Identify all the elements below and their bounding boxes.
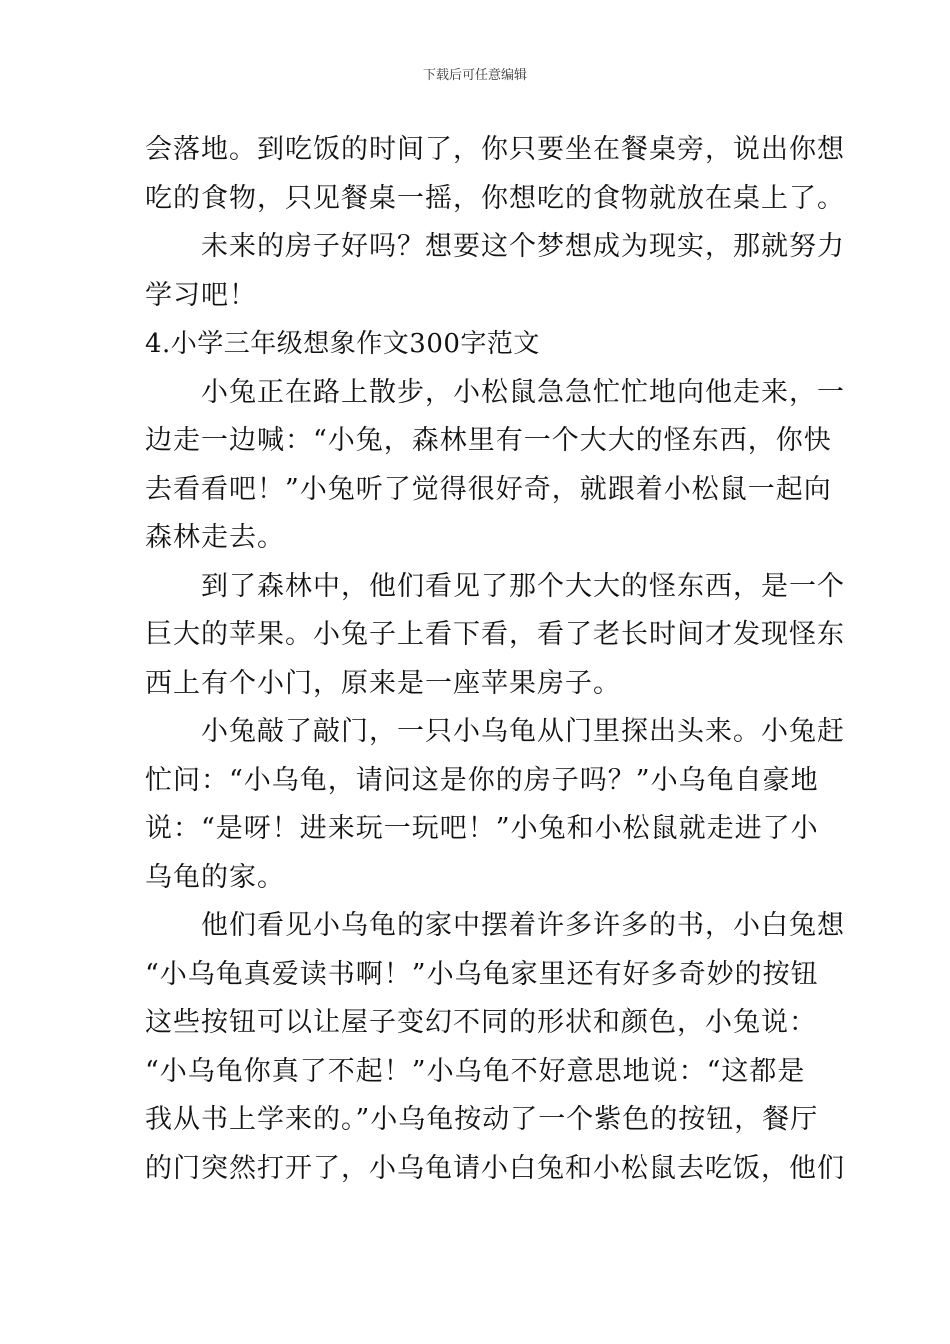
text-line: 西上有个小门，原来是一座苹果房子。	[145, 667, 621, 699]
text-line: 我从书上学来的。”小乌龟按动了一个紫色的按钮，餐厅	[145, 1104, 819, 1135]
paragraph-start-line: 未来的房子好吗？想要这个梦想成为现实，那就努力	[201, 231, 845, 262]
text-line: 去看看吧！”小兔听了觉得很好奇，就跟着小松鼠一起向	[145, 473, 832, 505]
paragraph-start-line: 他们看见小乌龟的家中摆着许多许多的书，小白兔想	[201, 910, 845, 941]
text-line: 说：“是呀！进来玩一玩吧！”小兔和小松鼠就走进了小	[145, 813, 819, 844]
paragraph-start-line: 到了森林中，他们看见了那个大大的怪东西，是一个	[201, 570, 845, 602]
text-line: 边走一边喊：“小兔，森林里有一个大大的怪东西，你快	[145, 425, 832, 456]
text-line: “小乌龟真爱读书啊！”小乌龟家里还有好多奇妙的按钮	[145, 958, 819, 990]
section-heading: 4.小学三年级想象作文300字范文	[145, 329, 540, 359]
paragraph-start-line: 小兔正在路上散步，小松鼠急急忙忙地向他走来，一	[201, 376, 845, 408]
text-line: 乌龟的家。	[145, 861, 285, 893]
text-line: 这些按钮可以让屋子变幻不同的形状和颜色，小兔说：	[145, 1007, 817, 1038]
text-line: 吃的食物，只见餐桌一摇，你想吃的食物就放在桌上了。	[145, 182, 845, 214]
text-line: 会落地。到吃饭的时间了，你只要坐在餐桌旁，说出你想	[145, 134, 845, 165]
text-line: 森林走去。	[145, 522, 285, 553]
text-line: 巨大的苹果。小兔子上看下看，看了老长时间才发现怪东	[145, 619, 845, 650]
page-header: 下载后可任意编辑	[422, 68, 527, 83]
document-body	[145, 126, 845, 1193]
text-line: 的门突然打开了，小乌龟请小白兔和小松鼠去吃饭，他们	[145, 1152, 845, 1184]
text-line: “小乌龟你真了不起！”小乌龟不好意思地说：“这都是	[145, 1055, 806, 1087]
text-line: 学习吧！	[145, 279, 257, 311]
text-line: 忙问：“小乌龟，请问这是你的房子吗？”小乌龟自豪地	[145, 764, 819, 796]
paragraph-start-line: 小兔敲了敲门，一只小乌龟从门里探出头来。小兔赶	[201, 716, 845, 747]
